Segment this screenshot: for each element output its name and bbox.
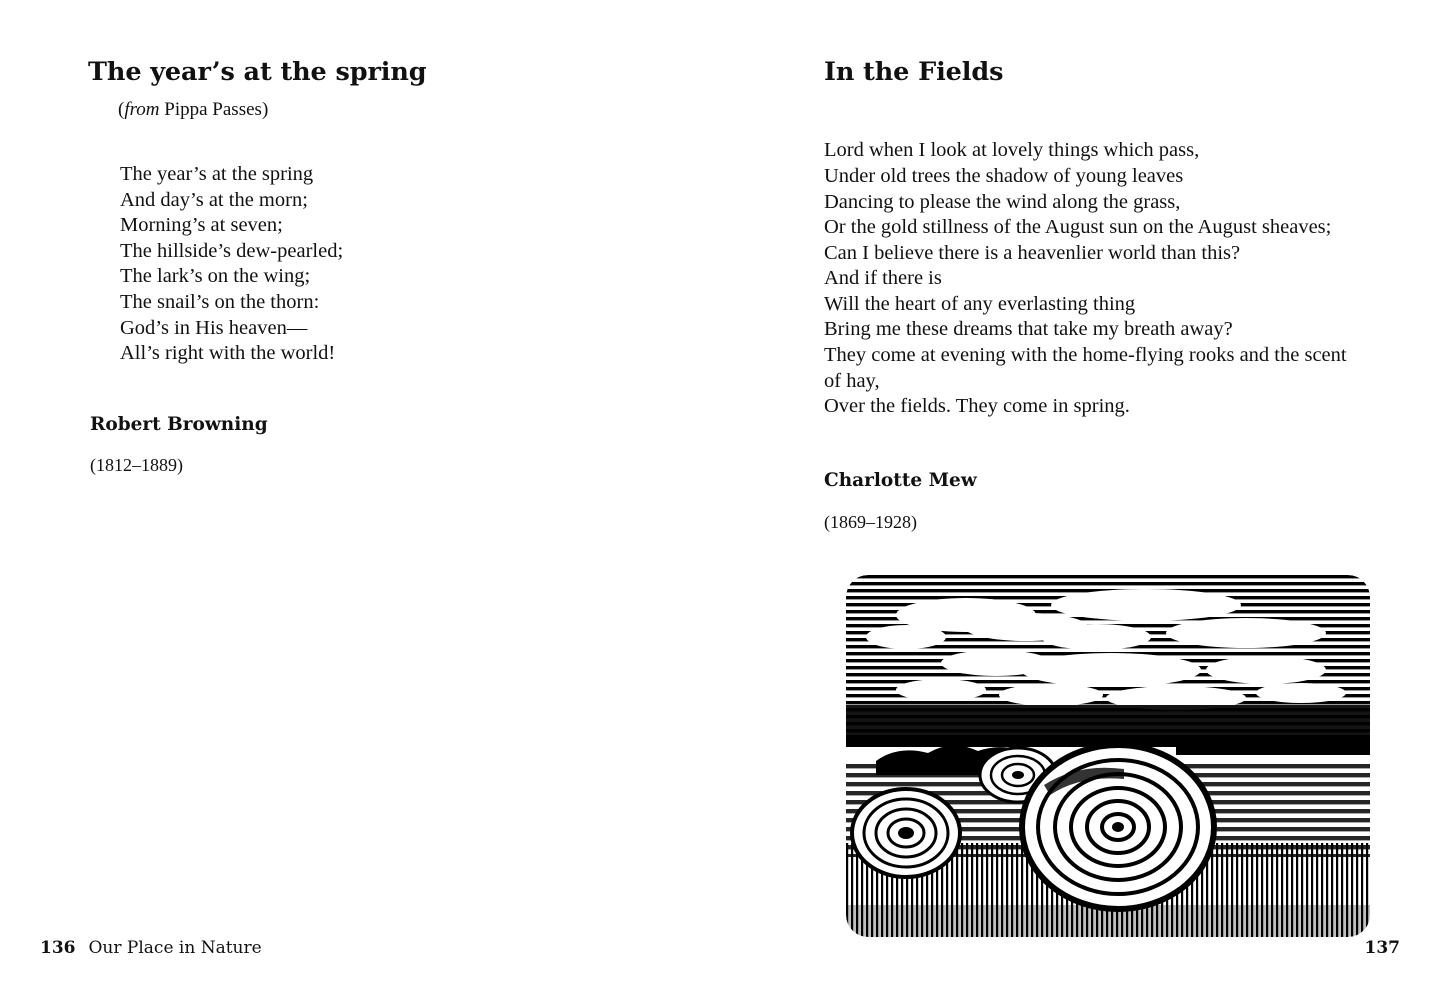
poem-line: Under old trees the shadow of young leaves	[824, 164, 1184, 187]
poem-line: Over the fields. They come in spring.	[824, 395, 1130, 418]
page-left	[0, 0, 722, 1000]
hay-bales-woodcut-illustration	[846, 575, 1370, 937]
subtitle-source-title: Pippa Passes	[159, 99, 262, 121]
folio-right	[1365, 938, 1401, 958]
subtitle-open-paren: (	[118, 99, 125, 121]
poem-line: All’s right with the world!	[120, 342, 336, 365]
poem-line: Will the heart of any everlasting thing	[824, 292, 1136, 315]
page-right	[722, 0, 1444, 1000]
page-number: 137	[1364, 938, 1400, 958]
poem-line: The snail’s on the thorn:	[120, 291, 320, 314]
poem-subtitle	[118, 99, 662, 122]
page-title: In the Fields	[824, 57, 1004, 87]
poem-line: of hay,	[824, 369, 880, 392]
poem-line: Lord when I look at lovely things which pass,	[824, 139, 1200, 162]
chapter-name: Our Place in Nature	[88, 938, 262, 958]
poem-author: Charlotte Mew	[824, 469, 977, 491]
poem-author: Robert Browning	[90, 413, 268, 435]
page-number: 136	[40, 938, 76, 958]
poem-line: The lark’s on the wing;	[120, 265, 311, 288]
poem-line: Dancing to please the wind along the grass,	[824, 190, 1181, 213]
poem-line: And if there is	[824, 267, 942, 290]
poem-author-dates: (1812–1889)	[90, 454, 183, 475]
poem-line: Bring me these dreams that take my breath away?	[824, 318, 1233, 341]
subtitle-italic-word: from	[124, 99, 160, 121]
poem-line: The hillside’s dew-pearled;	[120, 239, 344, 262]
poem-line: The year’s at the spring	[120, 163, 314, 186]
poem-line: And day’s at the morn;	[120, 188, 308, 211]
page-title: The year’s at the spring	[88, 57, 427, 87]
poem-body-right	[824, 138, 1349, 420]
folio-left	[40, 938, 262, 958]
hay-bales-icon	[846, 575, 1370, 937]
subtitle-close-paren: )	[261, 99, 269, 121]
poem-line: Or the gold stillness of the August sun on the August sheaves;	[824, 216, 1332, 239]
poem-line: They come at evening with the home-flying rooks and the scent	[824, 344, 1347, 367]
poem-body-left	[120, 162, 662, 367]
poem-line: Morning’s at seven;	[120, 214, 283, 237]
poem-author-dates: (1869–1928)	[824, 511, 917, 532]
poem-line: God’s in His heaven—	[120, 316, 308, 339]
poem-line: Can I believe there is a heavenlier world than this?	[824, 241, 1241, 264]
